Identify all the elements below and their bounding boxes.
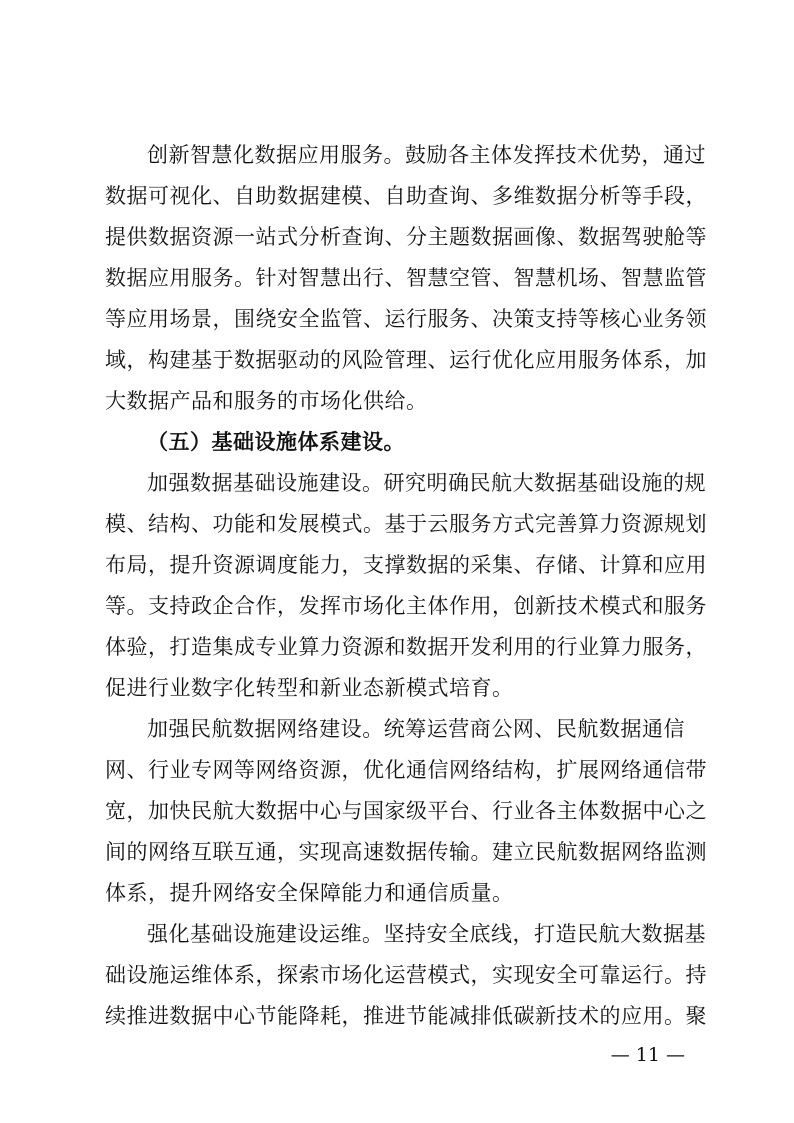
paragraph-1-line-2: 数据可视化、自助数据建模、自助查询、多维数据分析等手段， [105, 184, 707, 208]
section-heading: （五）基础设施体系建设。 [147, 430, 405, 454]
paragraph-3-line-1: 加强民航数据网络建设。统筹运营商公网、民航数据通信 [147, 717, 685, 741]
paragraph-1-line-4: 数据应用服务。针对智慧出行、智慧空管、智慧机场、智慧监管 [105, 266, 707, 290]
paragraph-3-line-5: 体系，提升网络安全保障能力和通信质量。 [105, 881, 514, 905]
paragraph-1-line-7: 大数据产品和服务的市场化供给。 [105, 389, 428, 413]
paragraph-2-line-3: 布局，提升资源调度能力，支撑数据的采集、存储、计算和应用 [105, 553, 707, 577]
paragraph-1-line-1: 创新智慧化数据应用服务。鼓励各主体发挥技术优势，通过 [147, 143, 706, 167]
paragraph-3-line-2: 网、行业专网等网络资源，优化通信网络结构，扩展网络通信带 [105, 758, 707, 782]
paragraph-2-line-5: 体验，打造集成专业算力资源和数据开发利用的行业算力服务， [105, 635, 707, 659]
page-number: — 11 — [610, 1044, 685, 1066]
paragraph-2-line-6: 促进行业数字化转型和新业态新模式培育。 [105, 676, 514, 700]
paragraph-4-line-2: 础设施运维体系，探索市场化运营模式，实现安全可靠运行。持 [105, 963, 707, 987]
paragraph-2-line-1: 加强数据基础设施建设。研究明确民航大数据基础设施的规 [147, 471, 706, 495]
paragraph-1-line-5: 等应用场景，围绕安全监管、运行服务、决策支持等核心业务领 [105, 307, 707, 331]
paragraph-2-line-4: 等。支持政企合作，发挥市场化主体作用，创新技术模式和服务 [105, 594, 707, 618]
paragraph-3-line-3: 宽，加快民航大数据中心与国家级平台、行业各主体数据中心之 [105, 799, 707, 823]
paragraph-4-line-1: 强化基础设施建设运维。坚持安全底线，打造民航大数据基 [147, 922, 706, 946]
paragraph-3-line-4: 间的网络互联互通，实现高速数据传输。建立民航数据网络监测 [105, 840, 707, 864]
paragraph-4-line-3: 续推进数据中心节能降耗，推进节能减排低碳新技术的应用。聚 [105, 1004, 707, 1028]
paragraph-2-line-2: 模、结构、功能和发展模式。基于云服务方式完善算力资源规划 [105, 512, 707, 536]
paragraph-1-line-3: 提供数据资源一站式分析查询、分主题数据画像、数据驾驶舱等 [105, 225, 707, 249]
paragraph-1-line-6: 域，构建基于数据驱动的风险管理、运行优化应用服务体系，加 [105, 348, 707, 372]
